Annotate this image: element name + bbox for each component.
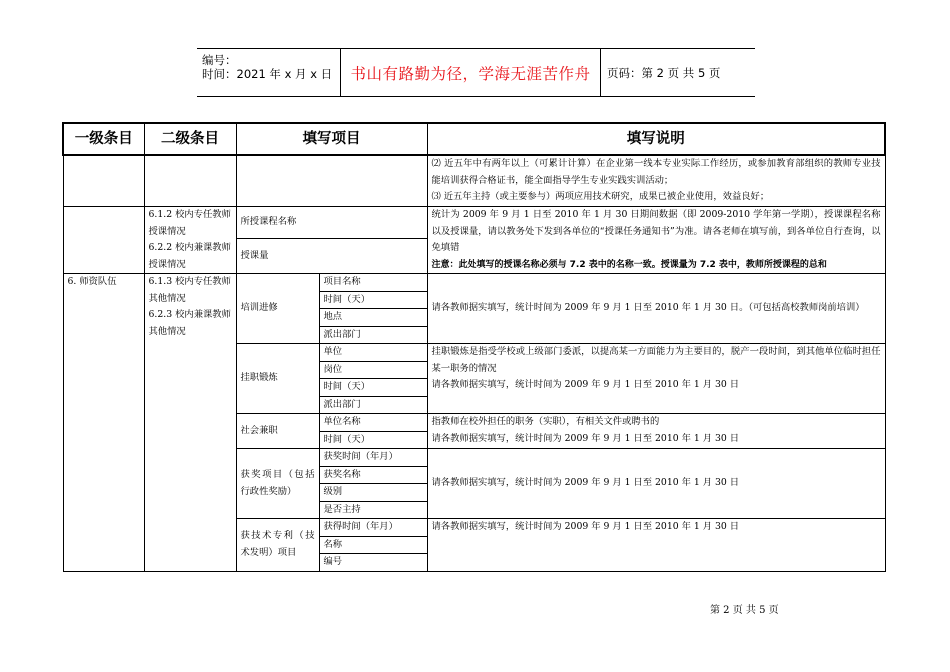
level1-faculty: 6. 师资队伍	[63, 274, 144, 572]
item-training: 培训进修	[236, 274, 319, 344]
teaching-note-bold: 注意：此处填写的授课名称必须与 7.2 表中的名称一致。授课量为 7.2 表中，教师所授课程的总和	[431, 259, 827, 270]
document-time: 时间：2021 年 x 月 x 日	[202, 67, 333, 81]
teaching-note	[427, 207, 885, 274]
other-level2: 6.1.3 校内专任教师其他情况 6.2.3 校内兼课教师其他情况	[144, 274, 236, 572]
header-level2: 二级条目	[144, 123, 236, 155]
sub-item: 编号	[319, 554, 427, 572]
sub-item: 单位名称	[319, 414, 427, 432]
social-note-1: 指教师在校外担任的职务（实职），有相关文件或聘书的	[431, 416, 660, 427]
attachment-note-2: 请各教师据实填写，统计时间为 2009 年 9 月 1 日至 2010 年 1 月 30 日	[431, 379, 740, 390]
item-teaching-hours: 授课量	[236, 239, 427, 274]
header-level1: 一级条目	[63, 123, 144, 155]
item-patents: 获技术专利（技术发明）项目	[236, 519, 319, 572]
social-note-2: 请各教师据实填写，统计时间为 2009 年 9 月 1 日至 2010 年 1 月 30 日	[431, 432, 740, 444]
table-row	[63, 207, 885, 239]
intro-line-1: ⑵ 近五年中有两年以上（可累计计算）在企业第一线本专业实际工作经历，或参加教育部组织的教师专业技能培训获得合格证书，能全面指导学生专业实践实训活动；	[431, 158, 881, 186]
sub-item: 派出部门	[319, 396, 427, 414]
table-row	[63, 274, 885, 292]
awards-note: 请各教师据实填写，统计时间为 2009 年 9 月 1 日至 2010 年 1 月 30 日	[427, 449, 885, 519]
header-item: 填写项目	[236, 123, 427, 155]
table-header-row	[63, 123, 885, 155]
sub-item: 项目名称	[319, 274, 427, 292]
attachment-note-1: 挂职锻炼是指受学校或上级部门委派，以提高某一方面能力为主要目的，脱产一段时间，到其他单位临时担任某一职务的情况	[431, 346, 881, 374]
sub-item: 派出部门	[319, 326, 427, 344]
sub-item: 地点	[319, 309, 427, 327]
sub-item: 时间（天）	[319, 379, 427, 397]
header-meta	[197, 49, 341, 96]
teaching-level2: 6.1.2 校内专任教师授课情况 6.2.2 校内兼课教师授课情况	[144, 207, 236, 274]
header-slogan: 书山有路勤为径，学海无涯苦作舟	[341, 49, 601, 96]
attachment-note	[427, 344, 885, 414]
sub-item: 是否主持	[319, 501, 427, 519]
sub-item: 名称	[319, 536, 427, 554]
page-header	[197, 48, 755, 97]
item-course-name: 所授课程名称	[236, 207, 427, 239]
sub-item: 级别	[319, 484, 427, 502]
sub-item: 时间（天）	[319, 431, 427, 449]
sub-item: 获得时间（年月）	[319, 519, 427, 537]
patents-note: 请各教师据实填写，统计时间为 2009 年 9 月 1 日至 2010 年 1 月 30 日	[427, 519, 885, 572]
sub-item: 时间（天）	[319, 291, 427, 309]
item-awards: 获奖项目（包括行政性奖励）	[236, 449, 319, 519]
teacher-info-table	[62, 122, 886, 572]
sub-item: 单位	[319, 344, 427, 362]
header-page-number: 页码：第 2 页 共 5 页	[607, 65, 721, 80]
intro-notes	[427, 155, 885, 207]
item-social: 社会兼职	[236, 414, 319, 449]
sub-item: 获奖名称	[319, 466, 427, 484]
document-number: 编号：	[202, 53, 237, 67]
intro-line-2: ⑶ 近五年主持（或主要参与）两项应用技术研究，成果已被企业使用，效益良好；	[431, 191, 770, 202]
table-row	[63, 155, 885, 207]
footer-page-number: 第 2 页 共 5 页	[710, 605, 779, 616]
social-note	[427, 414, 885, 449]
sub-item: 获奖时间（年月）	[319, 449, 427, 467]
header-description: 填写说明	[427, 123, 885, 155]
sub-item: 岗位	[319, 361, 427, 379]
item-attachment: 挂职锻炼	[236, 344, 319, 414]
teaching-note-text: 统计为 2009 年 9 月 1 日至 2010 年 1 月 30 日期间数据（即 2009-2010 学年第一学期），授课课程名称以及授课量，请以教务处下发到各单位的“授课任务通知书”为准。请各老师在填写前，到各单位自行查询，以免填错	[431, 209, 881, 253]
training-note: 请各教师据实填写，统计时间为 2009 年 9 月 1 日至 2010 年 1 月 30 日。（可包括高校教师岗前培训）	[427, 274, 885, 344]
